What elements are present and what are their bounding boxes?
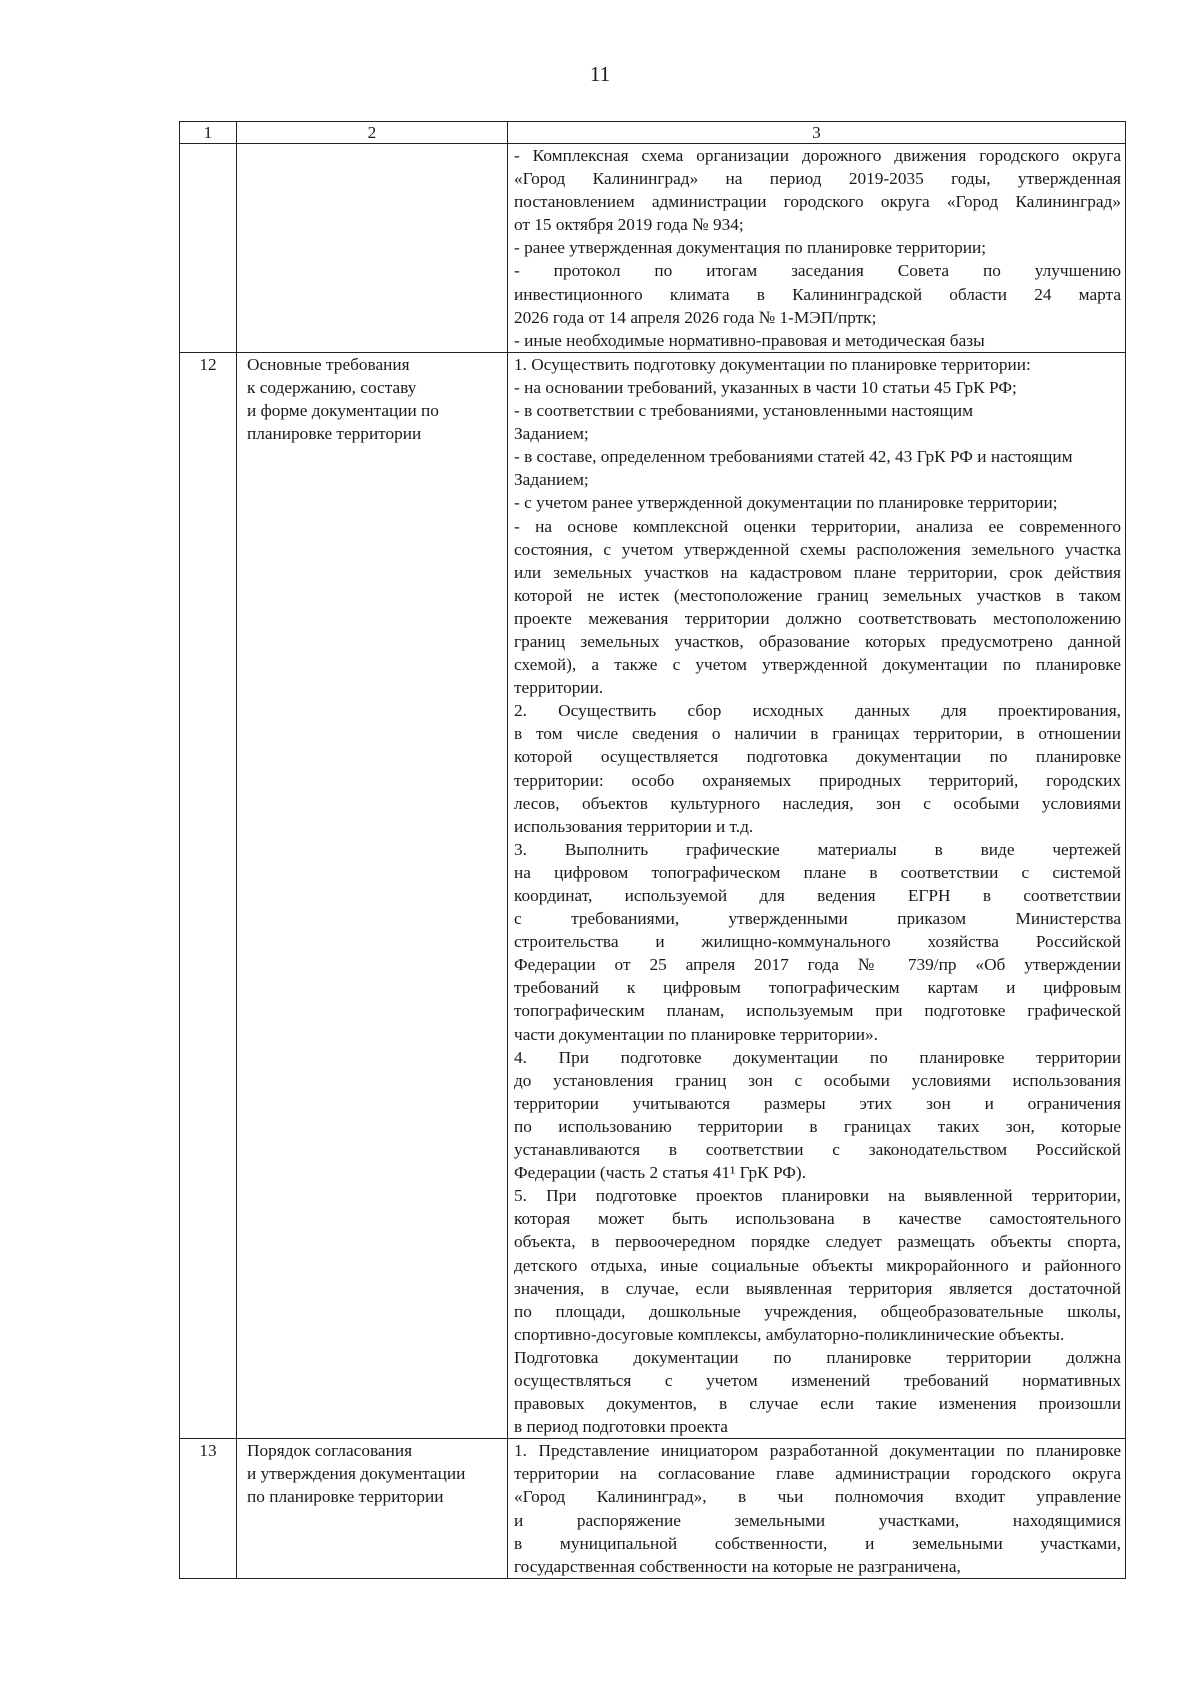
content-line: использования территории и т.д. [514, 816, 754, 836]
content-line: или земельных участков на кадастровом плане территории, срок действия [514, 562, 1121, 582]
content-line: Подготовка документации по планировке территории должна [514, 1347, 1121, 1367]
content-line: государственная собственности на которые не разграничена, [514, 1556, 961, 1576]
content-line: - протокол по итогам заседания Совета по улучшению [514, 261, 1121, 281]
content-line: - на основании требований, указанных в части 10 статьи 45 ГрК РФ; [514, 377, 1017, 397]
content-line: «Город Калининград», в чьи полномочия входит управление [514, 1487, 1121, 1507]
content-line: лесов, объектов культурного наследия, зон с особыми условиями [514, 793, 1121, 813]
content-line: с требованиями, утвержденными приказом Министерства [514, 909, 1121, 929]
content-line: инвестиционного климата в Калининградской области 24 марта [514, 284, 1121, 304]
content-line: 1. Осуществить подготовку документации по планировке территории: [514, 354, 1031, 374]
content-line: 5. При подготовке проектов планировки на выявленной территории, [514, 1186, 1121, 1206]
criterion-line: к содержанию, составу [247, 377, 417, 397]
content-line: территории: особо охраняемых природных территорий, городских [514, 770, 1121, 790]
content-line: строительства и жилищно-коммунального хозяйства Российской [514, 932, 1121, 952]
content-line: границ земельных участков, образование которых предусмотрено данной [514, 631, 1121, 651]
content-line: постановлением администрации городского округа «Город Калининград» [514, 192, 1121, 212]
content-line: 3. Выполнить графические материалы в виде чертежей [514, 839, 1121, 859]
content-line: схемой), а также с учетом утвержденной документации по планировке [514, 655, 1121, 675]
header-col-3: 3 [508, 122, 1126, 144]
content-line: - Комплексная схема организации дорожного движения городского округа [514, 146, 1121, 165]
content-line: до установления границ зон с особыми условиями использования [514, 1070, 1121, 1090]
content-line: от 15 октября 2019 года № 934; [514, 215, 744, 235]
content-line: территории на согласование главе администрации городского округа [514, 1464, 1121, 1484]
row-number [180, 144, 237, 353]
content-line: - с учетом ранее утвержденной документации по планировке территории; [514, 493, 1058, 513]
content-line: Заданием; [514, 424, 589, 444]
row-content [508, 1439, 1126, 1579]
content-line: требований к цифровым топографическим картам и цифровым [514, 978, 1121, 998]
criterion-line: планировке территории [247, 424, 422, 444]
content-line: объекта, в первоочередном порядке следует размещать объекты спорта, [514, 1232, 1121, 1252]
criterion-line: и утверждения документации [247, 1464, 466, 1484]
table-row-13 [180, 1439, 1126, 1579]
content-line: 2. Осуществить сбор исходных данных для проектирования, [514, 701, 1121, 721]
header-col-1: 1 [180, 122, 237, 144]
content-line: топографическим планам, используемым при подготовке графической [514, 1001, 1121, 1021]
row-criterion [237, 352, 508, 1438]
content-line: - в соответствии с требованиями, установленными настоящим [514, 401, 974, 421]
row-content [508, 144, 1126, 353]
content-line: 1. Представление инициатором разработанной документации по планировке [514, 1441, 1121, 1461]
content-line: Федерации от 25 апреля 2017 года № 739/пр «Об утверждении [514, 955, 1121, 975]
page-number: 11 [589, 62, 611, 86]
content-line: в том числе сведения о наличии в границах территории, в отношении [514, 724, 1121, 744]
content-line: по площади, дошкольные учреждения, общеобразовательные школы, [514, 1301, 1121, 1321]
criterion-line: Основные требования [247, 354, 410, 374]
content-line: правовых документов, в случае если такие изменения произошли [514, 1394, 1121, 1414]
table-row-12 [180, 352, 1126, 1438]
content-line: в муниципальной собственности, и земельными участками, [514, 1533, 1121, 1553]
content-line: которой не истек (местоположение границ земельных участков в таком [514, 585, 1121, 605]
content-line: которая может быть использована в качестве самостоятельного [514, 1209, 1121, 1229]
content-line: - на основе комплексной оценки территории, анализа ее современного [514, 516, 1121, 536]
row-criterion [237, 144, 508, 353]
content-line: состояния, с учетом утвержденной схемы расположения земельного участка [514, 539, 1121, 559]
content-line: детского отдыха, иные социальные объекты микрорайонного и районного [514, 1255, 1121, 1275]
criterion-line: Порядок согласования [247, 1441, 413, 1461]
table-header-row [180, 122, 1126, 144]
content-line: значения, в случае, если выявленная территория является достаточной [514, 1278, 1121, 1298]
content-line: 4. При подготовке документации по планировке территории [514, 1047, 1121, 1067]
content-line: территории учитываются размеры этих зон и ограничения [514, 1093, 1121, 1113]
content-line: «Город Калининград» на период 2019-2035 годы, утвержденная [514, 169, 1121, 189]
requirements-table [179, 121, 1126, 1579]
content-line: части документации по планировке территории». [514, 1024, 878, 1044]
criterion-line: и форме документации по [247, 401, 439, 421]
content-line: территории. [514, 678, 604, 698]
row-number: 12 [180, 352, 237, 1438]
content-line: осуществляться с учетом изменений требований нормативных [514, 1370, 1121, 1390]
criterion-line: по планировке территории [247, 1487, 444, 1507]
row-criterion [237, 1439, 508, 1579]
content-line: Заданием; [514, 470, 589, 490]
content-line: проекте межевания территории должно соответствовать местоположению [514, 608, 1121, 628]
content-line: Федерации (часть 2 статья 41¹ ГрК РФ). [514, 1163, 807, 1183]
content-line: спортивно-досуговые комплексы, амбулаторно-поликлинические объекты. [514, 1324, 1065, 1344]
content-line: - в составе, определенном требованиями статей 42, 43 ГрК РФ и настоящим [514, 447, 1073, 467]
content-line: - иные необходимые нормативно-правовая и методическая базы [514, 330, 985, 350]
content-line: которой осуществляется подготовка документации по планировке [514, 747, 1121, 767]
content-line: и распоряжение земельными участками, находящимися [514, 1510, 1121, 1530]
row-number: 13 [180, 1439, 237, 1579]
content-line: координат, используемой для ведения ЕГРН в соответствии [514, 886, 1121, 905]
content-line: - ранее утвержденная документация по планировке территории; [514, 238, 987, 258]
row-content [508, 352, 1126, 1438]
content-line: устанавливаются в соответствии с законодательством Российской [514, 1140, 1121, 1160]
content-line: по использованию территории в границах таких зон, которые [514, 1116, 1121, 1136]
content-line: на цифровом топографическом плане в соответствии с системой [514, 862, 1121, 882]
content-line: 2026 года от 14 апреля 2026 года № 1-МЭП/пртк; [514, 307, 877, 327]
content-line: в период подготовки проекта [514, 1417, 728, 1437]
header-col-2: 2 [237, 122, 508, 144]
table-row-continuation [180, 144, 1126, 353]
